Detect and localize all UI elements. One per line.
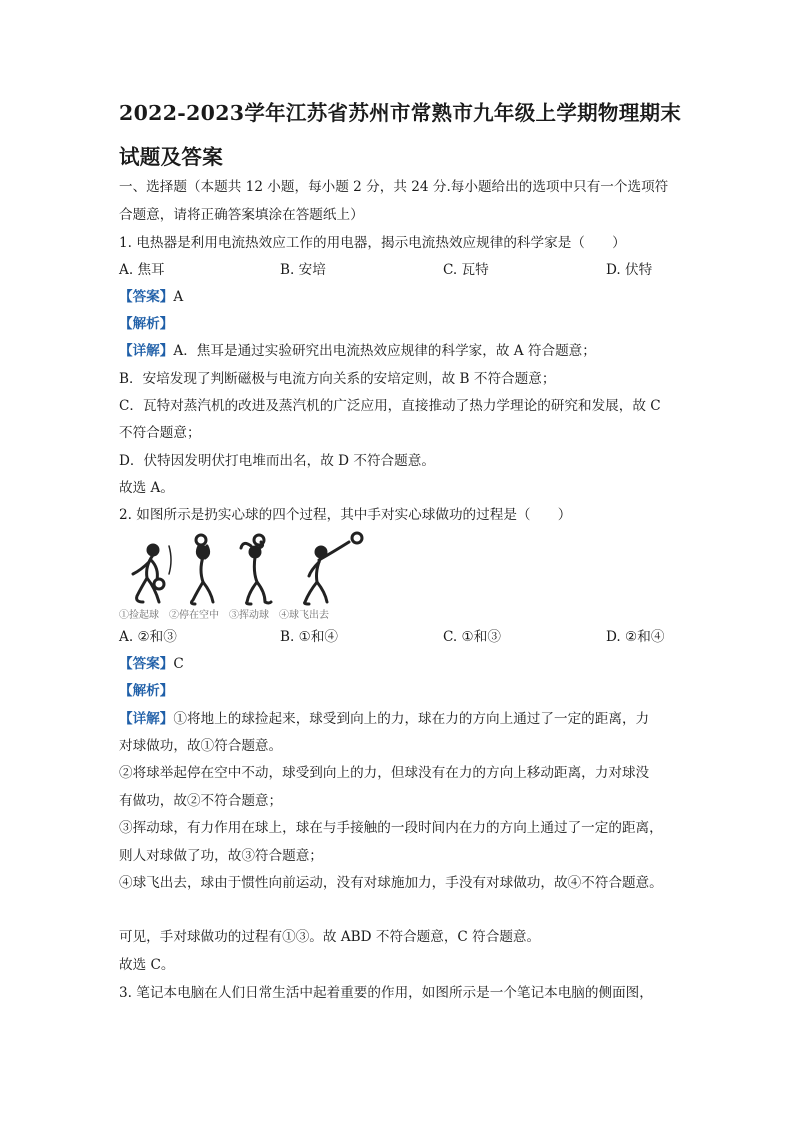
- q2-option-b: B. ①和④: [280, 629, 339, 645]
- q1-answer-tag: 【答案】: [119, 289, 174, 305]
- q1-detail-line-4: 不符合题意；: [119, 425, 201, 441]
- page-title-line-2: 试题及答案: [119, 145, 223, 169]
- q1-detail-line-5: D．伏特因发明伏打电堆而出名，故 D 不符合题意。: [119, 453, 435, 469]
- q1-answer: A: [173, 289, 184, 305]
- section-heading-line-2: 合题意，请将正确答案填涂在答题纸上）: [119, 207, 364, 223]
- section-heading-line-1: 一、选择题（本题共 12 小题，每小题 2 分，共 24 分.每小题给出的选项中只有一个选项符: [119, 179, 669, 195]
- q2-detail-tag: 【详解】: [119, 711, 174, 727]
- q2-detail-line-3: ②将球举起停在空中不动，球受到向上的力，但球没有在力的方向上移动距离，力对球没: [119, 765, 650, 781]
- page-title-line-1: 2022-2023学年江苏省苏州市常熟市九年级上学期物理期末: [119, 101, 682, 125]
- q2-option-a: A. ②和③: [119, 629, 177, 645]
- figure-hold-still: [191, 535, 213, 604]
- q2-analysis-tag: 【解析】: [119, 683, 174, 699]
- figure-swing-ball: [241, 535, 271, 604]
- q2-detail-line-4: 有做功，故②不符合题意；: [119, 793, 283, 809]
- q1-answer-line: [119, 287, 183, 307]
- q1-option-c: C. 瓦特: [443, 262, 489, 278]
- q2-detail-line-8: 可见，手对球做功的过程有①③。故 ABD 不符合题意，C 符合题意。: [119, 929, 541, 945]
- q1-detail-line-1: [119, 341, 596, 361]
- q2-option-c: C. ①和③: [443, 629, 501, 645]
- figure-caption: ①捡起球 ②停在空中 ③挥动球 ④球飞出去: [119, 610, 329, 621]
- q3-stem: 3. 笔记本电脑在人们日常生活中起着重要的作用，如图所示是一个笔记本电脑的侧面图，: [119, 985, 653, 1001]
- q2-detail-line-1: [119, 709, 649, 729]
- figure-pick-up-ball: [133, 545, 171, 602]
- q1-option-d: D. 伏特: [606, 262, 653, 278]
- q1-detail-text: A．焦耳是通过实验研究出电流热效应规律的科学家，故 A 符合题意；: [173, 343, 596, 359]
- q1-detail-line-2: B．安培发现了判断磁极与电流方向关系的安培定则，故 B 不符合题意；: [119, 371, 556, 387]
- figure-ball-flying: [305, 533, 363, 604]
- q2-answer-tag: 【答案】: [119, 656, 174, 672]
- q2-detail-line-2: 对球做功，故①符合题意。: [119, 738, 283, 754]
- q2-option-d: D. ②和④: [606, 629, 665, 645]
- q2-detail-text: ①将地上的球捡起来，球受到向上的力，球在力的方向上通过了一定的距离，力: [173, 711, 650, 727]
- q1-detail-line-3: C．瓦特对蒸汽机的改进及蒸汽机的广泛应用，直接推动了热力学理论的研究和发展，故 C: [119, 398, 661, 414]
- q1-stem: 1. 电热器是利用电流热效应工作的用电器，揭示电流热效应规律的科学家是（ ）: [119, 235, 626, 251]
- q2-detail-line-9: 故选 C。: [119, 957, 175, 973]
- q2-detail-line-6: 则人对球做了功，故③符合题意；: [119, 848, 323, 864]
- q2-detail-line-5: ③挥动球，有力作用在球上，球在与手接触的一段时间内在力的方向上通过了一定的距离，: [119, 820, 663, 836]
- q1-analysis-tag: 【解析】: [119, 316, 174, 332]
- q2-stem: 2. 如图所示是扔实心球的四个过程，其中手对实心球做功的过程是（ ）: [119, 507, 572, 523]
- q2-detail-line-7: ④球飞出去，球由于惯性向前运动，没有对球施加力，手没有对球做功，故④不符合题意。: [119, 875, 663, 891]
- q1-option-b: B. 安培: [280, 262, 326, 278]
- q2-answer: C: [173, 656, 184, 672]
- q1-detail-line-6: 故选 A。: [119, 480, 174, 496]
- q1-detail-tag: 【详解】: [119, 343, 174, 359]
- q1-option-a: A. 焦耳: [119, 262, 165, 278]
- q2-answer-line: [119, 654, 184, 674]
